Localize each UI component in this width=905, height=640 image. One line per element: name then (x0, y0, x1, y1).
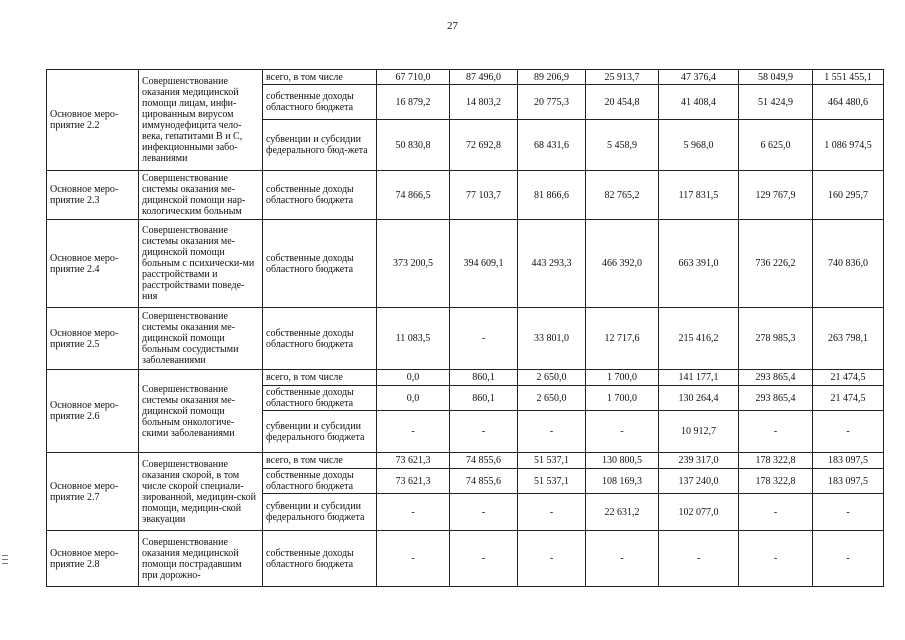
amount-cell: 11 083,5 (377, 308, 450, 370)
amount-cell: 12 717,6 (586, 308, 659, 370)
amount-cell: 215 416,2 (659, 308, 739, 370)
amount-cell: 22 631,2 (586, 494, 659, 531)
amount-cell: 2 650,0 (518, 370, 586, 386)
amount-cell: 129 767,9 (739, 171, 813, 220)
funding-source: субвенции и субсидии федерального бюджета (263, 411, 377, 453)
amount-cell: 178 322,8 (739, 453, 813, 469)
table-row (47, 370, 884, 386)
amount-cell: 860,1 (450, 386, 518, 411)
amount-cell: 6 625,0 (739, 120, 813, 171)
amount-cell: 74 855,6 (450, 469, 518, 494)
amount-cell: 68 431,6 (518, 120, 586, 171)
amount-cell: 47 376,4 (659, 70, 739, 85)
amount-cell: - (813, 494, 884, 531)
amount-cell: 5 458,9 (586, 120, 659, 171)
amount-cell: - (518, 494, 586, 531)
amount-cell: 1 700,0 (586, 386, 659, 411)
amount-cell: 740 836,0 (813, 220, 884, 308)
table-row (47, 220, 884, 308)
funding-source: собственные доходы областного бюджета (263, 220, 377, 308)
activity-code: Основное меро-приятие 2.3 (47, 171, 139, 220)
amount-cell: 21 474,5 (813, 386, 884, 411)
amount-cell: 394 609,1 (450, 220, 518, 308)
funding-source: всего, в том числе (263, 70, 377, 85)
amount-cell: - (518, 531, 586, 587)
amount-cell: 1 551 455,1 (813, 70, 884, 85)
funding-source: всего, в том числе (263, 370, 377, 386)
amount-cell: 160 295,7 (813, 171, 884, 220)
amount-cell: 50 830,8 (377, 120, 450, 171)
funding-source: субвенции и субсидии федерального бюд-жета (263, 120, 377, 171)
amount-cell: 21 474,5 (813, 370, 884, 386)
amount-cell: - (586, 411, 659, 453)
amount-cell: 293 865,4 (739, 386, 813, 411)
amount-cell: 25 913,7 (586, 70, 659, 85)
amount-cell: 58 049,9 (739, 70, 813, 85)
amount-cell: - (813, 411, 884, 453)
amount-cell: 51 537,1 (518, 469, 586, 494)
amount-cell: - (377, 531, 450, 587)
amount-cell: 72 692,8 (450, 120, 518, 171)
amount-cell: 41 408,4 (659, 85, 739, 120)
amount-cell: 263 798,1 (813, 308, 884, 370)
activity-name: Совершенствование оказания скорой, в том числе скорой специали-зированной, медицин-ской помощи, медицин-ской эвакуации (139, 453, 263, 531)
table-row (47, 171, 884, 220)
amount-cell: 373 200,5 (377, 220, 450, 308)
amount-cell: 20 775,3 (518, 85, 586, 120)
amount-cell: 14 803,2 (450, 85, 518, 120)
table-row (47, 70, 884, 85)
amount-cell: - (739, 411, 813, 453)
amount-cell: 736 226,2 (739, 220, 813, 308)
activity-name: Совершенствование системы оказания ме-дицинской помощи больным онкологиче-скими заболеваниями (139, 370, 263, 453)
amount-cell: 0,0 (377, 386, 450, 411)
amount-cell: 74 855,6 (450, 453, 518, 469)
amount-cell: 108 169,3 (586, 469, 659, 494)
page-number: 27 (447, 20, 458, 32)
amount-cell: 82 765,2 (586, 171, 659, 220)
amount-cell: - (450, 494, 518, 531)
amount-cell: 20 454,8 (586, 85, 659, 120)
amount-cell: 73 621,3 (377, 469, 450, 494)
amount-cell: 74 866,5 (377, 171, 450, 220)
amount-cell: - (450, 411, 518, 453)
amount-cell: 2 650,0 (518, 386, 586, 411)
amount-cell: 1 086 974,5 (813, 120, 884, 171)
amount-cell: 89 206,9 (518, 70, 586, 85)
amount-cell: 293 865,4 (739, 370, 813, 386)
amount-cell: 0,0 (377, 370, 450, 386)
activity-code: Основное меро-приятие 2.8 (47, 531, 139, 587)
amount-cell: - (450, 308, 518, 370)
amount-cell: 67 710,0 (377, 70, 450, 85)
amount-cell: - (377, 411, 450, 453)
amount-cell: 464 480,6 (813, 85, 884, 120)
amount-cell: 73 621,3 (377, 453, 450, 469)
amount-cell: 130 264,4 (659, 386, 739, 411)
activity-name: Совершенствование оказания медицинской помощи пострадавшим при дорожно- (139, 531, 263, 587)
activity-code: Основное меро-приятие 2.2 (47, 70, 139, 171)
amount-cell: 5 968,0 (659, 120, 739, 171)
table-row (47, 308, 884, 370)
activity-name: Совершенствование системы оказания ме-дицинской помощи больным сосудистыми заболеваниями (139, 308, 263, 370)
activity-name: Совершенствование системы оказания ме-дицинской помощи больным с психически-ми расстройствами и расстройствами поведе-ния (139, 220, 263, 308)
amount-cell: 137 240,0 (659, 469, 739, 494)
table-row (47, 531, 884, 587)
amount-cell: 663 391,0 (659, 220, 739, 308)
amount-cell: 466 392,0 (586, 220, 659, 308)
amount-cell: 443 293,3 (518, 220, 586, 308)
amount-cell: - (739, 531, 813, 587)
amount-cell: - (450, 531, 518, 587)
amount-cell: 1 700,0 (586, 370, 659, 386)
activity-name: Совершенствование системы оказания ме-дицинской помощи нар-кологическим больным (139, 171, 263, 220)
funding-source: собственные доходы областного бюджета (263, 469, 377, 494)
amount-cell: 77 103,7 (450, 171, 518, 220)
amount-cell: 183 097,5 (813, 453, 884, 469)
table-row (47, 453, 884, 469)
amount-cell: 87 496,0 (450, 70, 518, 85)
budget-table (46, 69, 884, 587)
funding-source: собственные доходы областного бюджета (263, 85, 377, 120)
amount-cell: 130 800,5 (586, 453, 659, 469)
funding-source: субвенции и субсидии федерального бюджета (263, 494, 377, 531)
amount-cell: - (739, 494, 813, 531)
margin-marks (2, 555, 8, 567)
amount-cell: 278 985,3 (739, 308, 813, 370)
activity-code: Основное меро-приятие 2.6 (47, 370, 139, 453)
funding-source: собственные доходы областного бюджета (263, 531, 377, 587)
activity-code: Основное меро-приятие 2.7 (47, 453, 139, 531)
amount-cell: 51 537,1 (518, 453, 586, 469)
funding-source: собственные доходы областного бюджета (263, 386, 377, 411)
amount-cell: - (586, 531, 659, 587)
amount-cell: - (518, 411, 586, 453)
amount-cell: 239 317,0 (659, 453, 739, 469)
amount-cell: - (813, 531, 884, 587)
amount-cell: 183 097,5 (813, 469, 884, 494)
funding-source: собственные доходы областного бюджета (263, 308, 377, 370)
amount-cell: 16 879,2 (377, 85, 450, 120)
amount-cell: - (377, 494, 450, 531)
amount-cell: 102 077,0 (659, 494, 739, 531)
amount-cell: 141 177,1 (659, 370, 739, 386)
amount-cell: 117 831,5 (659, 171, 739, 220)
funding-source: собственные доходы областного бюджета (263, 171, 377, 220)
amount-cell: 178 322,8 (739, 469, 813, 494)
amount-cell: 51 424,9 (739, 85, 813, 120)
amount-cell: 33 801,0 (518, 308, 586, 370)
amount-cell: 81 866,6 (518, 171, 586, 220)
funding-source: всего, в том числе (263, 453, 377, 469)
activity-code: Основное меро-приятие 2.5 (47, 308, 139, 370)
activity-code: Основное меро-приятие 2.4 (47, 220, 139, 308)
activity-name: Совершенствование оказания медицинской помощи лицам, инфи-цированным вирусом иммунодефицита чело-века, гепатитами В и С, инфекционными забо-леваниями (139, 70, 263, 171)
amount-cell: - (659, 531, 739, 587)
amount-cell: 860,1 (450, 370, 518, 386)
amount-cell: 10 912,7 (659, 411, 739, 453)
